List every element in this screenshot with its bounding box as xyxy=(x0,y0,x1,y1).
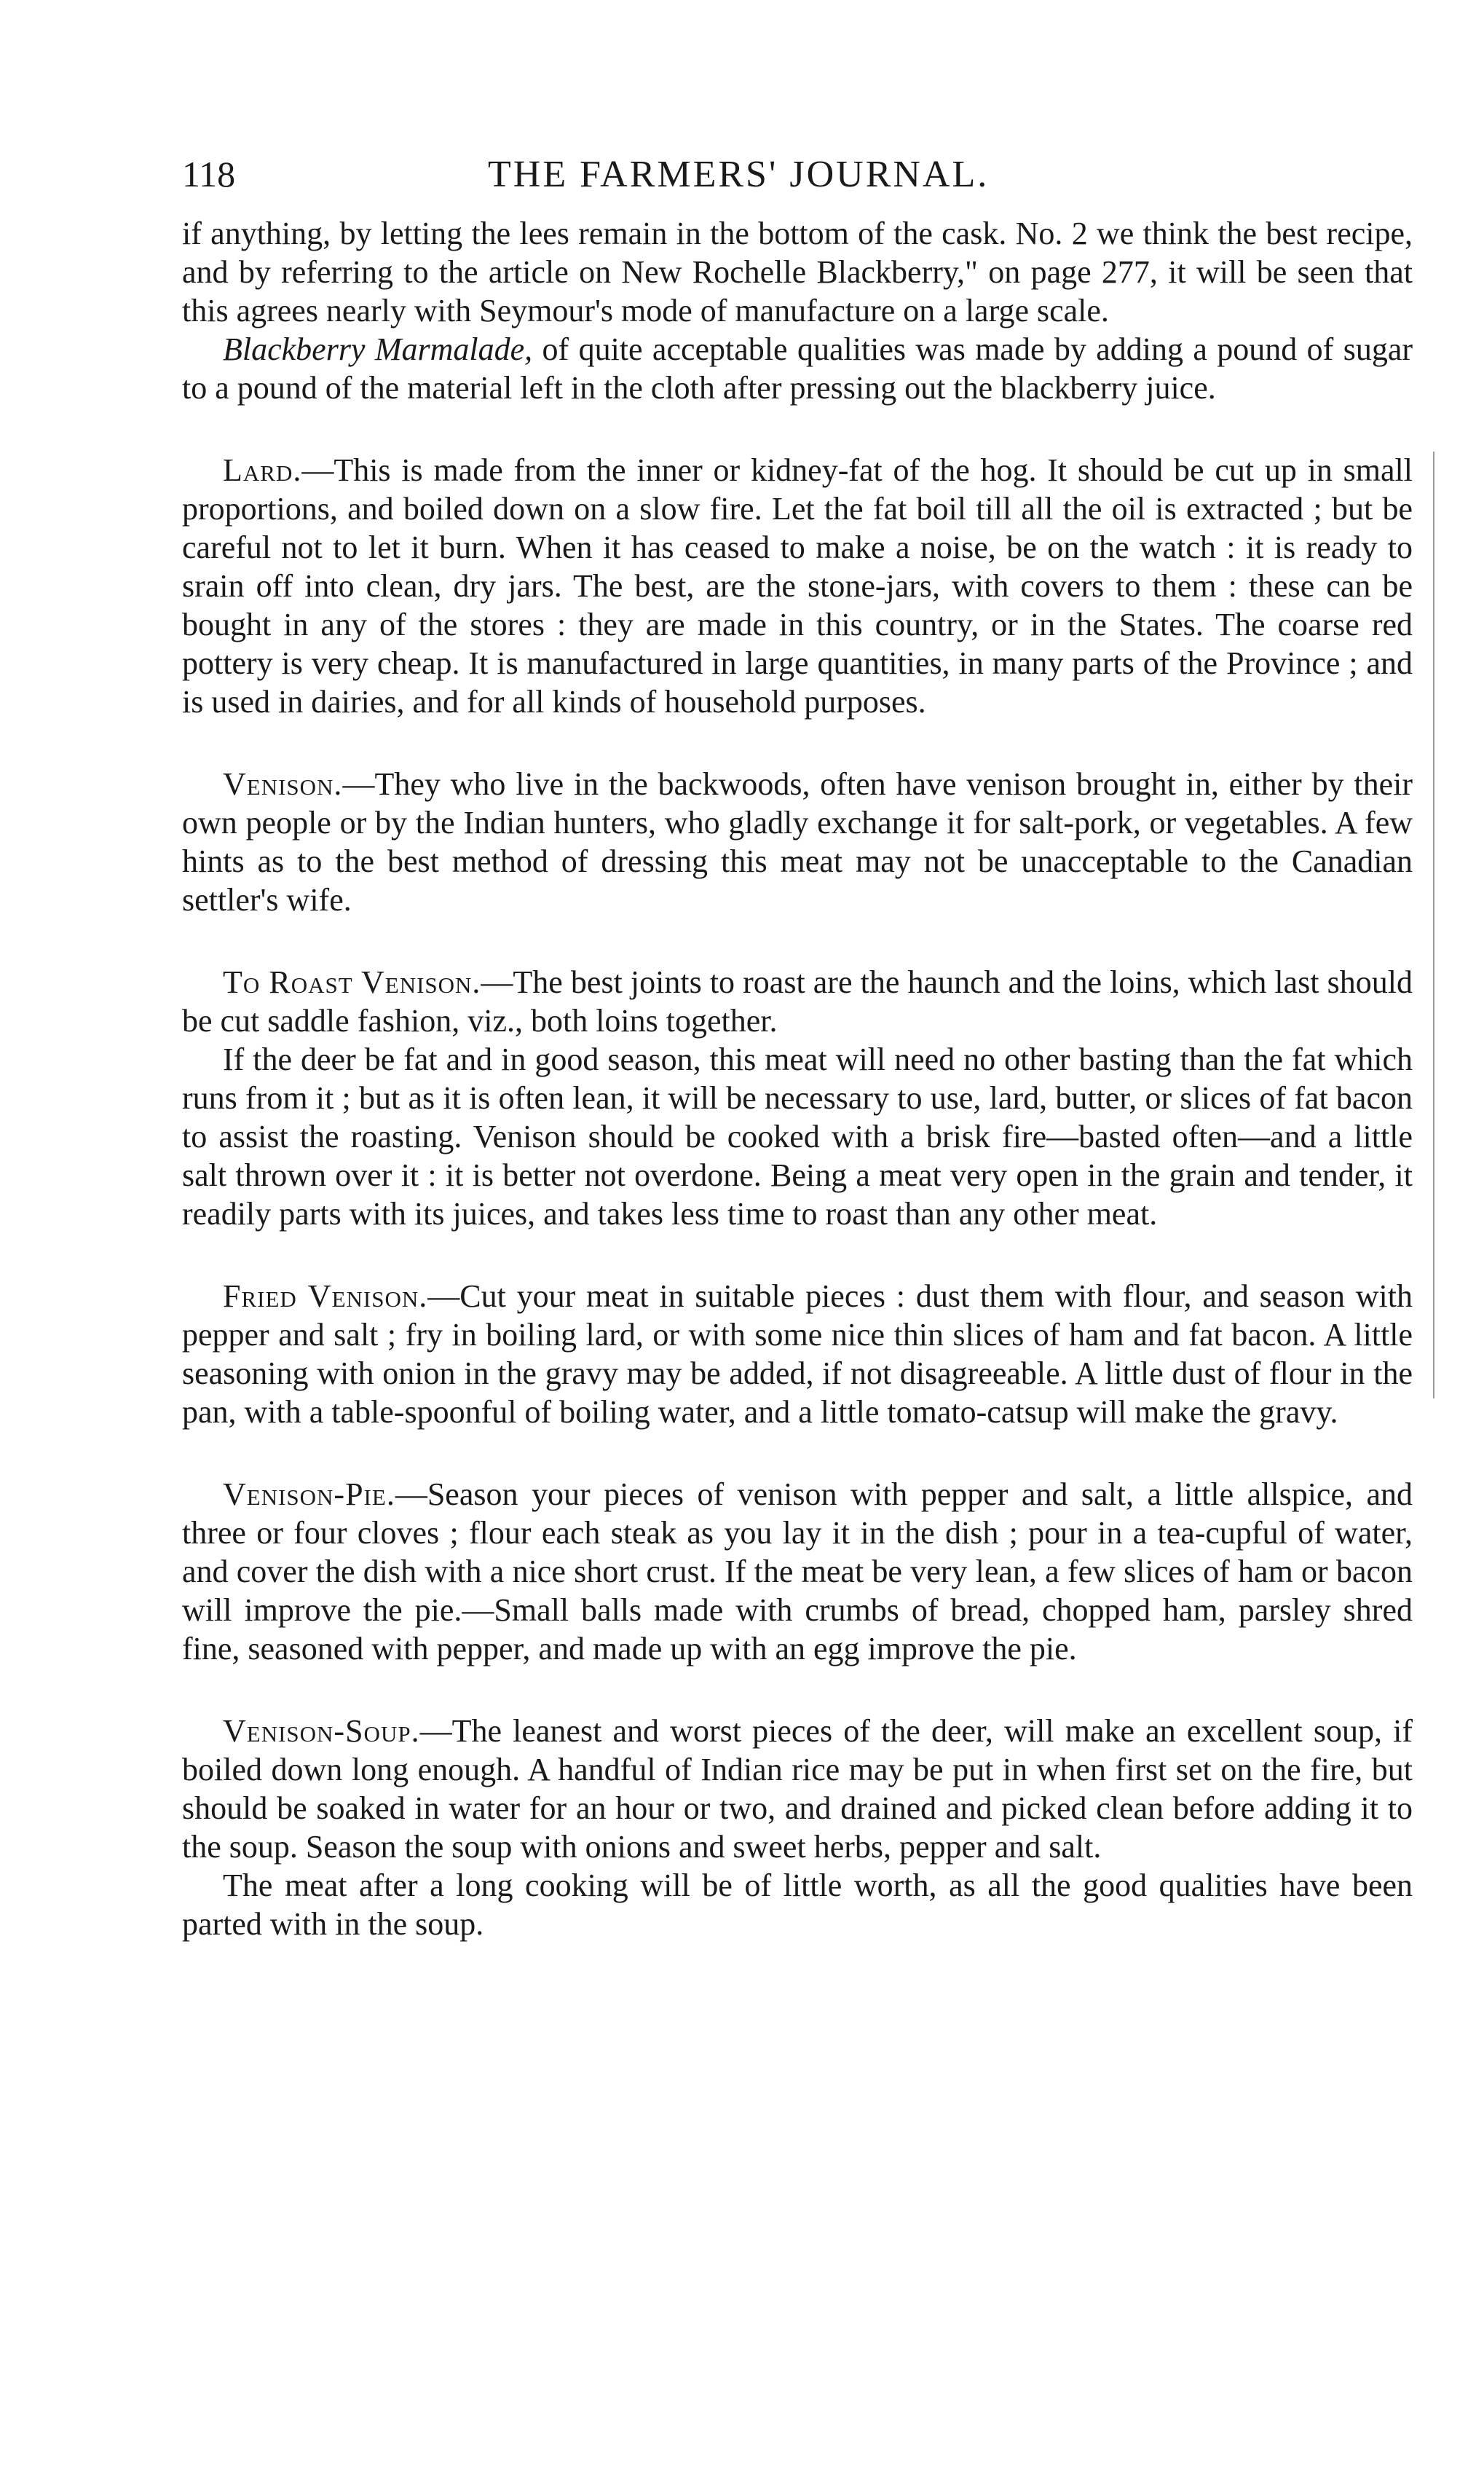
fried-venison-paragraph xyxy=(182,1277,1413,1431)
venison-soup-section xyxy=(182,1712,1413,1943)
roast-venison-text: —The best joints to roast are the haunch and the loins, which last should be cut saddle fashion, viz., both loins together. xyxy=(182,964,1413,1039)
venison-paragraph xyxy=(182,765,1413,919)
venison-pie-paragraph xyxy=(182,1475,1413,1668)
marmalade-text: of quite acceptable qualities was made by adding a pound of sugar to a pound of the material left in the cloth after pressing out the blackberry juice. xyxy=(182,331,1413,406)
binding-edge-line xyxy=(1433,452,1434,1398)
fried-venison-text: —Cut your meat in suitable pieces : dust them with flour, and season with pepper and salt ; fry in boiling lard, or with some nice thin slices of ham and fat bacon. A little seasoning with onion in the gravy may be added, if not disagreeable. A little dust of flour in the pan, with a table-spoonful of boiling water, and a little tomato-catsup will make the gravy. xyxy=(182,1278,1413,1430)
venison-text: —They who live in the backwoods, often have venison brought in, either by their own people or by the Indian hunters, who gladly exchange it for salt-pork, or vegetables. A few hints as to the best method of dressing this meat may not be unacceptable to the Canadian settler's wife. xyxy=(182,766,1413,918)
marmalade-heading: Blackberry Marmalade, xyxy=(223,331,533,367)
venison-heading: Venison. xyxy=(223,766,343,802)
venison-pie-heading: Venison-Pie. xyxy=(223,1476,395,1512)
venison-soup-paragraph xyxy=(182,1712,1413,1866)
journal-title: THE FARMERS' JOURNAL. xyxy=(488,154,990,195)
roast-venison-paragraph-2: If the deer be fat and in good season, this meat will need no other basting than the fat which runs from it ; but as it is often lean, it will be necessary to use, lard, butter, or slices of fat bacon to assist the roasting. Venison should be cooked with a brisk fire—basted often—and a little salt thrown over it : it is better not overdone. Being a meat very open in the grain and tender, it readily parts with its juices, and takes less time to roast than any other meat. xyxy=(182,1042,1413,1232)
fried-venison-section xyxy=(182,1277,1413,1431)
lard-text: —This is made from the inner or kidney-fat of the hog. It should be cut up in small proportions, and boiled down on a slow fire. Let the fat boil till all the oil is extracted ; but be careful not to let it burn. When it has ceased to make a noise, be on the watch : it is ready to srain off into clean, dry jars. The best, are the stone-jars, with covers to them : these can be bought in any of the stores : they are made in this country, or in the States. The coarse red pottery is very cheap. It is manufactured in large quantities, in many parts of the Province ; and is used in dairies, and for all kinds of household purposes. xyxy=(182,452,1413,720)
lard-heading: Lard. xyxy=(223,452,302,488)
marmalade-paragraph xyxy=(182,330,1413,407)
page-number: 118 xyxy=(182,154,236,194)
fried-venison-heading: Fried Venison. xyxy=(223,1278,428,1314)
page xyxy=(182,153,1413,1943)
venison-soup-paragraph-2: The meat after a long cooking will be of little worth, as all the good qualities have been parted with in the soup. xyxy=(182,1868,1413,1942)
venison-pie-section xyxy=(182,1475,1413,1668)
running-head xyxy=(182,153,1413,211)
blackberry-continuation: if anything, by letting the lees remain in the bottom of the cask. No. 2 we think the best recipe, and by referring to the article on New Rochelle Blackberry," on page 277, it will be seen that this agrees nearly with Seymour's mode of manufacture on a large scale. xyxy=(182,216,1413,328)
venison-soup-text: —The leanest and worst pieces of the deer, will make an excellent soup, if boiled down long enough. A handful of Indian rice may be put in when first set on the fire, but should be soaked in water for an hour or two, and drained and picked clean before adding it to the soup. Season the soup with onions and sweet herbs, pepper and salt. xyxy=(182,1713,1413,1865)
lard-paragraph xyxy=(182,451,1413,721)
lard-section xyxy=(182,451,1413,721)
venison-soup-heading: Venison-Soup. xyxy=(223,1713,420,1749)
roast-venison-paragraph xyxy=(182,963,1413,1040)
blackberry-section xyxy=(182,214,1413,407)
roast-venison-section xyxy=(182,963,1413,1233)
venison-pie-text: —Season your pieces of venison with pepper and salt, a little allspice, and three or four cloves ; flour each steak as you lay it in the dish ; pour in a tea-cupful of water, and cover the dish with a nice short crust. If the meat be very lean, a few slices of ham or bacon will improve the pie.—Small balls made with crumbs of bread, chopped ham, parsley shred fine, seasoned with pepper, and made up with an egg improve the pie. xyxy=(182,1476,1413,1666)
roast-venison-heading: To Roast Venison. xyxy=(223,964,481,1000)
venison-section xyxy=(182,765,1413,919)
